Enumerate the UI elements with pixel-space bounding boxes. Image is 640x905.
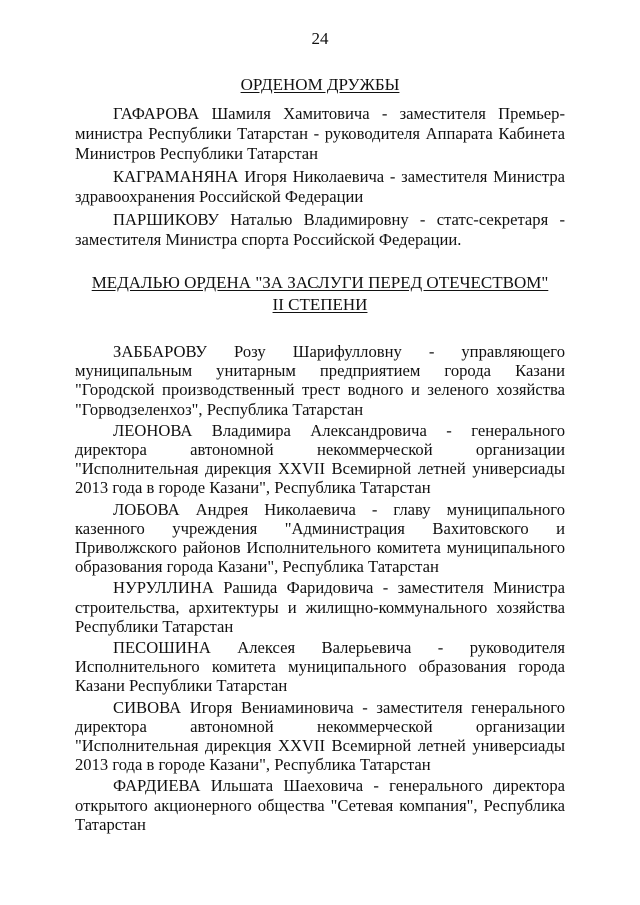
section-heading-line: II СТЕПЕНИ: [272, 295, 368, 314]
award-entry: ФАРДИЕВА Ильшата Шаеховича - генерального директора открытого акционерного общества "Сетевая компания", Республика Татарстан: [75, 776, 565, 834]
document-page: [75, 28, 565, 836]
award-entry: ЛОБОВА Андрея Николаевича - главу муниципального казенного учреждения "Администрация Вахитовского и Приволжского районов Исполнительного комитета муниципального образования города Казани", Республика Татарстан: [75, 499, 565, 577]
page-number: 24: [311, 29, 329, 48]
award-entry: НУРУЛЛИНА Рашида Фаридовича - заместителя Министра строительства, архитектуры и жилищно-коммунального хозяйства Республики Татарстан: [75, 578, 565, 636]
section-heading-order-of-friendship: ОРДЕНОМ ДРУЖБЫ: [240, 75, 400, 94]
award-entry: ГАФАРОВА Шамиля Хамитовича - заместителя Премьер-министра Республики Татарстан - руководителя Аппарата Кабинета Министров Республики Татарстан: [75, 104, 565, 163]
award-entry: ЗАББАРОВУ Розу Шарифулловну - управляющего муниципальным унитарным предприятием города Казани "Городской производственный трест водного и зеленого хозяйства "Горводзеленхоз", Республика Татарстан: [75, 342, 565, 419]
award-entry: ПЕСОШИНА Алексея Валерьевича - руководителя Исполнительного комитета муниципального образования города Казани Республики Татарстан: [75, 638, 565, 696]
section-heading-line: МЕДАЛЬЮ ОРДЕНА "ЗА ЗАСЛУГИ ПЕРЕД ОТЕЧЕСТВОМ": [91, 273, 549, 292]
award-entry: КАГРАМАНЯНА Игоря Николаевича - заместителя Министра здравоохранения Российской Федерации: [75, 167, 565, 206]
award-entry: СИВОВА Игоря Вениаминовича - заместителя генерального директора автономной некоммерческой организации "Исполнительная дирекция XXVII Всемирной летней универсиады 2013 года в городе Казани", Республика Татарстан: [75, 697, 565, 775]
award-entry: ЛЕОНОВА Владимира Александровича - генерального директора автономной некоммерческой организации "Исполнительная дирекция XXVII Всемирной летней универсиады 2013 года в городе Казани", Республика Татарстан: [75, 420, 565, 498]
section-heading-medal: [75, 272, 565, 316]
award-entry: ПАРШИКОВУ Наталью Владимировну - статс-секретаря - заместителя Министра спорта Российской Федерации.: [75, 210, 565, 249]
